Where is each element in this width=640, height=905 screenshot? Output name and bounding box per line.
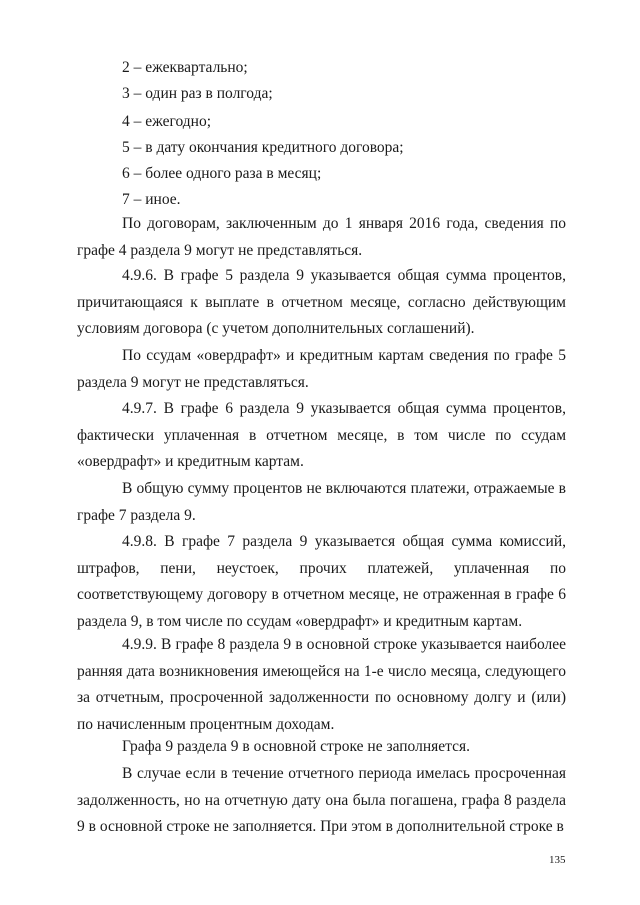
paragraph: В случае если в течение отчетного периода имелась просроченная задолженность, но на отчетную дату она была погашена, графа 8 раздела 9 в основной строке не заполняется. При этом в дополнительной строке в	[77, 765, 566, 835]
paragraph: 4.9.7. В графе 6 раздела 9 указывается общая сумма процентов, фактически уплаченная в отчетном месяце, в том числе по ссудам «овердрафт» и кредитным картам.	[77, 400, 566, 470]
paragraph: 4.9.6. В графе 5 раздела 9 указывается общая сумма процентов, причитающаяся к выплате в отчетном месяце, согласно действующим условиям договора (с учетом дополнительных соглашений).	[77, 267, 566, 337]
paragraph: 4.9.8. В графе 7 раздела 9 указывается общая сумма комиссий, штрафов, пени, неустоек, прочих платежей, уплаченная по соответствующему договору в отчетном месяце, не отраженная в графе 6 раздела 9, в том числе по ссудам «овердрафт» и кредитным картам.	[77, 533, 566, 630]
paragraph: 4.9.9. В графе 8 раздела 9 в основной строке указывается наиболее ранняя дата возникновения имеющейся на 1-е число месяца, следующего за отчетным, просроченной задолженности по основному долгу и (или) по начисленным процентным доходам.	[77, 636, 566, 733]
list-item: 5 – в дату окончания кредитного договора;	[122, 139, 404, 156]
page-number: 135	[549, 854, 566, 866]
paragraph: В общую сумму процентов не включаются платежи, отражаемые в графе 7 раздела 9.	[77, 480, 566, 524]
paragraph: По договорам, заключенным до 1 января 2016 года, сведения по графе 4 раздела 9 могут не представляться.	[77, 215, 566, 259]
list-item: 6 – более одного раза в месяц;	[122, 165, 322, 182]
list-item: 4 – ежегодно;	[122, 113, 212, 130]
list-item: 7 – иное.	[122, 191, 181, 208]
paragraph: По ссудам «овердрафт» и кредитным картам сведения по графе 5 раздела 9 могут не представляться.	[77, 347, 566, 391]
paragraph: Графа 9 раздела 9 в основной строке не заполняется.	[122, 738, 470, 755]
list-item: 2 – ежеквартально;	[122, 59, 248, 76]
list-item: 3 – один раз в полгода;	[122, 85, 273, 102]
